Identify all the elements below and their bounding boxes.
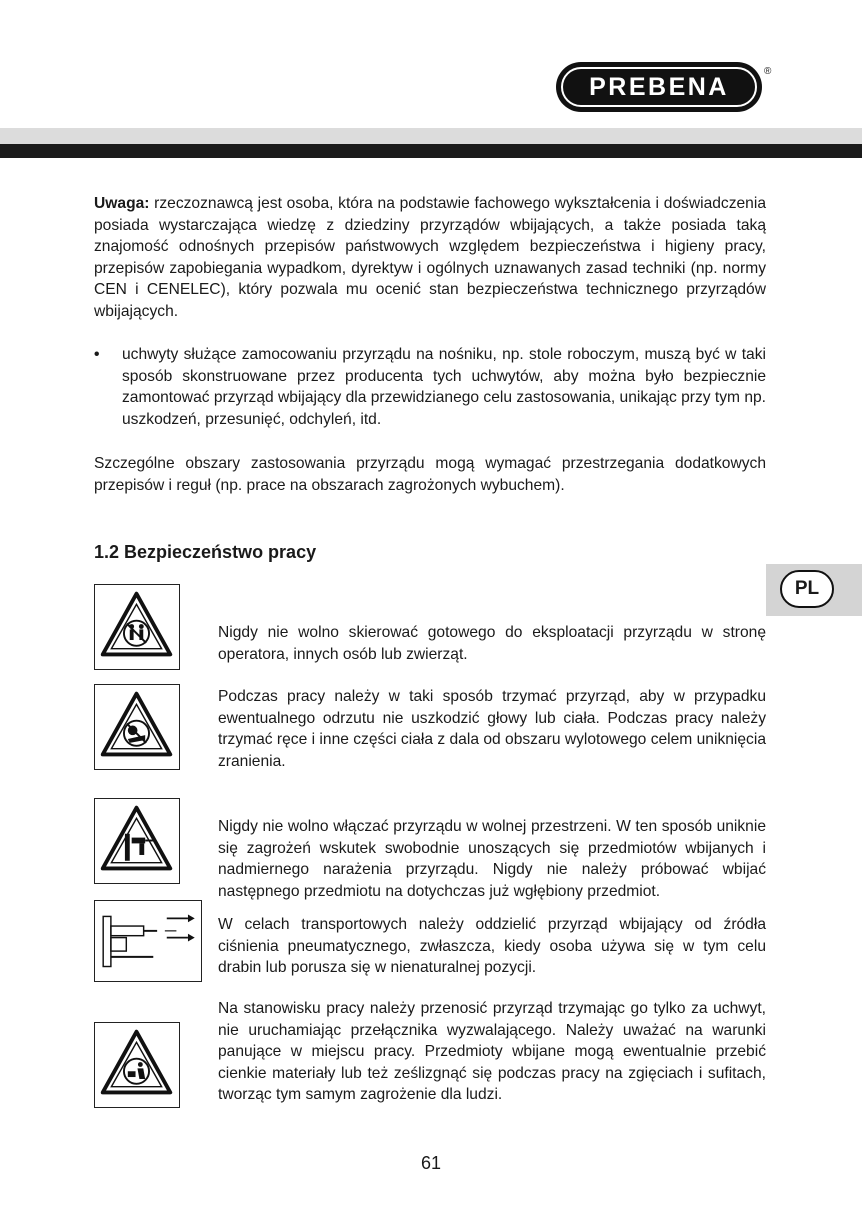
- special-areas-paragraph: Szczególne obszary zastosowania przyrządu mogą wymagać przestrzegania dodatkowych przepisów i reguł (np. prace na obszarach zagrożonych wybuchem).: [94, 455, 766, 494]
- bullet-text: uchwyty służące zamocowaniu przyrządu na nośniku, np. stole roboczym, muszą być w taki sposób skonstruowane przez producenta tych uchwytów, aby można było bezpiecznie zamontować przyrząd wbijający dla przewidzianego celu zastosowania, unikając przy tym np. uszkodzeń, przesunięć, odchyleń, itd.: [122, 346, 766, 428]
- warning-people-icon: [94, 584, 180, 670]
- registered-mark: ®: [764, 66, 772, 77]
- logo-pill: [556, 62, 762, 112]
- nailer-disconnect-icon: [94, 900, 202, 982]
- language-badge: PL: [780, 570, 834, 608]
- bullet-symbol: •: [94, 346, 100, 363]
- prebena-logo: [556, 62, 772, 114]
- section-heading: 1.2 Bezpieczeństwo pracy: [94, 542, 317, 562]
- safety-item-2-text: Podczas pracy należy w taki sposób trzymać przyrząd, aby w przypadku ewentualnego odrzutu nie uszkodzić głowy lub ciała. Podczas pracy należy trzymać ręce i inne części ciała z dala od obszaru wylotowego celem uniknięcia zranienia.: [218, 688, 766, 770]
- page-number: 61: [420, 1153, 442, 1173]
- safety-item-3-text: Nigdy nie wolno włączać przyrządu w wolnej przestrzeni. W ten sposób uniknie się zagrożeń wskutek swobodnie unoszących się przedmiotów wbijanych i nadmiernego narażenia przyrządu. Nigdy nie należy próbować wbijać następnego przedmiotu na dotychczas już wgłębiony przedmiot.: [218, 818, 766, 900]
- safety-item-1-text: Nigdy nie wolno skierować gotowego do eksploatacji przyrządu w stronę operatora, innych osób lub zwierząt.: [218, 624, 766, 663]
- intro-text: rzeczoznawcą jest osoba, która na podstawie fachowego wykształcenia i doświadczenia posiada wystarczająca wiedzę z dziedziny przyrządów wbijających, a także posiada taką znajomość odnośnych przepisów państwowych względem bezpieczeństwa i higieny pracy, przepisów zapobiegania wypadkom, dyrektyw i ogólnych uznawanych zasad techniki (np. normy CEN i CENELEC), który pozwala mu ocenić stan bezpieczeństwa technicznego przyrządów wbijających.: [94, 195, 766, 320]
- intro-label: Uwaga:: [94, 195, 150, 212]
- safety-item-4-text: W celach transportowych należy oddzielić przyrząd wbijający od źródła ciśnienia pneumatycznego, zwłaszcza, kiedy osoba używa się w tym celu drabin lub porusza się w nienaturalnej pozycji.: [218, 916, 766, 977]
- logo-text: PREBENA: [561, 67, 757, 107]
- header-band-black: [0, 144, 862, 158]
- intro-paragraph: [94, 193, 766, 323]
- warning-free-space-icon: [94, 798, 180, 884]
- warning-workplace-icon: [94, 1022, 180, 1108]
- safety-item-5-text: Na stanowisku pracy należy przenosić przyrząd trzymając go tylko za uchwyt, nie uruchamiając przełącznika wyzwalającego. Należy uważać na warunki panujące w miejscu pracy. Przedmioty wbijane mogą ewentualnie przebić cienkie materiały lub też ześlizgnąć się podczas pracy na zgięciach i sufitach, tworząc tym samym zagrożenie dla ludzi.: [218, 1000, 766, 1104]
- header-band-grey: [0, 128, 862, 144]
- bullet-item: [94, 344, 766, 430]
- warning-head-recoil-icon: [94, 684, 180, 770]
